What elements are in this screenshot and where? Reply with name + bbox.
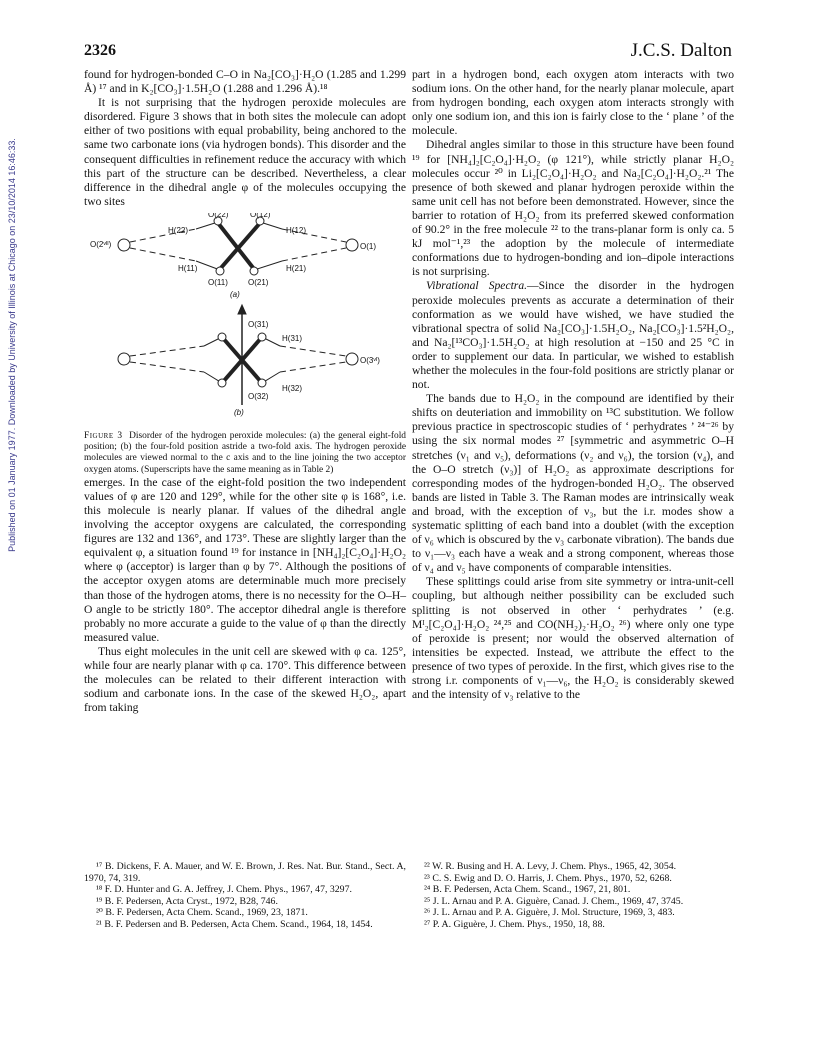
footnote: ¹⁸ F. D. Hunter and G. A. Jeffrey, J. Chem. Phys., 1967, 47, 3297.	[96, 884, 352, 896]
paragraph: part in a hydrogen bond, each oxygen atom interacts with two sodium ions. On the other hand, for the nearly planar molecule, apart from hydrogen bonding, each oxygen atom interacts strongly with only one sodium ion, and this ion is fairly close to the ‘ plane ’ of the molecule.	[412, 68, 734, 138]
download-notice[interactable]: Published on 01 January 1977. Downloaded by University of Illinois at Chicago on 23/10/2014 16:46:33.	[7, 138, 17, 552]
footnote: ²¹ B. F. Pedersen and B. Pedersen, Acta Chem. Scand., 1964, 18, 1454.	[96, 918, 373, 930]
panel-label: (a)	[230, 289, 240, 299]
figure-caption-text: Disorder of the hydrogen peroxide molecules: (a) the general eight-fold position; (b) the four-fold position astride a two-fold axis. The hydrogen peroxide molecules are viewed normal to the c axis and to the line joining the two acceptor oxygen atoms. (Superscripts have the same meaning as in Table 2)	[84, 430, 406, 475]
paragraph: These splittings could arise from site symmetry or intra-unit-cell coupling, but although neither possibility can be excluded such splitting is not observed in other ‘ perhydrates ’ (e.g. Mᴵ₂[C₂O₄]·H₂O₂ ²⁴,²⁵ and CO(NH₂)₂·H₂O₂ ²⁶) where only one type of peroxide is present; nor would the observed alternation of intensities be expected. Instead, we attribute the effect to the presence of two types of peroxide. In the first, which gives rise to the strong i.r. components of ν₁—ν₆, the H₂O₂ is considerably skewed and the intensity of ν₃ relative to the	[412, 575, 734, 702]
footnote: ²² W. R. Busing and H. A. Levy, J. Chem. Phys., 1965, 42, 3054.	[424, 861, 677, 872]
atom-label: H(11)	[178, 263, 198, 273]
atom-label: O(12)	[250, 212, 271, 219]
footnote: ²⁷ P. A. Giguère, J. Chem. Phys., 1950, 18, 88.	[424, 918, 605, 930]
left-column	[84, 68, 406, 715]
atom-label: O(21)	[248, 277, 269, 287]
footnote: ²⁴ B. F. Pedersen, Acta Chem. Scand., 1967, 21, 801.	[424, 884, 631, 896]
paragraph	[412, 279, 734, 392]
journal-title: J.C.S. Dalton	[630, 40, 732, 61]
footnotes-left	[84, 861, 406, 931]
footnote: ²³ C. S. Ewig and D. O. Harris, J. Chem. Phys., 1970, 52, 6268.	[424, 872, 672, 884]
atom-label: H(12)	[286, 225, 307, 235]
atom-label: O(32)	[248, 391, 269, 401]
atom-label: O(22)	[208, 212, 229, 219]
paragraph: Thus eight molecules in the unit cell are skewed with φ ca. 125°, while four are nearly planar with φ ca. 170°. This difference between the molecules can be related to their different interaction with sodium and carbonate ions. In the case of the skewed H₂O₂, apart from taking	[84, 644, 406, 715]
atom-label: O(1)	[360, 241, 376, 251]
atom-label: O(11)	[208, 277, 228, 287]
paragraph: emerges. In the case of the eight-fold position the two independent values of φ are 120 and 129°, while for the other site φ is 168°, i.e. this molecule is nearly planar. If values of the dihedral angle involving the acceptor oxygens are calculated, the corresponding figures are 132 and 136°, and 173°. These are slightly larger than the equivalent φ, a situation found ¹⁹ for instance in [NH₄]₂[C₂O₄]·H₂O₂ where φ (acceptor) is larger than φ by 7°. Although the positions of the acceptor oxygen atoms are determinable much more precisely than those of the hydrogen atoms, there is no necessity for the O–H–O angle to be strictly 180°. The acceptor dihedral angle is therefore probably no more accurate a guide to the value of φ than the directly measured value.	[84, 475, 406, 644]
figure-3	[84, 213, 406, 476]
paragraph: The bands due to H₂O₂ in the compound are identified by their shifts on deuteriation and immobility on ¹³C substitution. We follow previous practice in spectroscopic studies of ‘ perhydrates ’ ²⁴⁻²⁶ by using the six normal modes ²⁷ [symmetric and asymmetric O–H stretches (ν₁ and ν₅), deformations (ν₂ and ν₆), the torsion (ν₄), and the O–O stretch (ν₃)] of H₂O₂ as approximate descriptions for corresponding modes of the hydrogen-bonded H₂O₂. The observed bands are listed in Table 3. The Raman modes are intrinsically weak and broad, with the exception of ν₃, but the i.r. modes show a systematic splitting of each band into a doublet (with the exception of ν₆ which is obscured by the ν₃ carbonate vibration). The bands due to ν₁—ν₃ each have a weak and a strong component, whereas those of ν₄ and ν₅ have components of comparable intensities.	[412, 392, 734, 575]
section-heading: Vibrational Spectra.	[426, 279, 528, 293]
figure-caption	[84, 431, 406, 476]
atom-label: O(3ᵛᴵ)	[360, 355, 380, 365]
footnote: ¹⁹ B. F. Pedersen, Acta Cryst., 1972, B28, 746.	[96, 895, 278, 907]
paragraph: It is not surprising that the hydrogen peroxide molecules are disordered. Figure 3 shows that in both sites the molecule can adopt either of two positions with equal probability, being anchored to the same two carbonate ions (via hydrogen bonds). This disorder and the consequent difficulties in refinement reduce the accuracy with which this part of the structure can be described. Nevertheless, a clear difference in the dihedral angle φ of the molecules occupying the two sites	[84, 96, 406, 208]
figure-caption-label: Figure 3	[84, 430, 123, 441]
paragraph: Dihedral angles similar to those in this structure have been found ¹⁹ for [NH₄]₂[C₂O₄]·H₂O₂ (φ 121°), while strictly planar H₂O₂ molecules occur ²⁰ in Li₂[C₂O₄]·H₂O₂ and Na₂[C₂O₄]·H₂O₂.²¹ The presence of both skewed and planar hydrogen peroxide within the same unit cell has not before been demonstrated. However, since the barrier to rotation of H₂O₂ from its preferred skewed conformation of 90.2° in the free molecule ²² to the trans-planar form is only ca. 5 kJ mol⁻¹,²³ the adoption by the molecule of intermediate conformations due to hydrogen-bonding and ion–dipole interactions is not surprising.	[412, 138, 734, 279]
atom-label: H(21)	[286, 263, 307, 273]
paragraph: found for hydrogen-bonded C–O in Na₂[CO₃]·H₂O (1.285 and 1.299 Å) ¹⁷ and in K₂[CO₃]·1.5H₂O (1.288 and 1.296 Å).¹⁸	[84, 68, 406, 96]
atom-label: H(31)	[282, 333, 303, 343]
footnotes-right	[412, 861, 734, 931]
figure-3-diagram	[84, 213, 406, 431]
paragraph-text: —Since the disorder in the hydrogen peroxide molecules prevents as accurate a determination of their conformation as we would have wished, we have studied the vibrational spectra of solid Na₂[CO₃]·1.5H₂O₂, Na₂[CO₃]·1.5²H₂O₂, and Na₂[¹³CO₃]·1.5H₂O₂ at high resolution at −150 and 25 °C in order to supplement our data. In particular, we wished to establish whether the molecules in the four-fold positions are strictly planar or not.	[412, 279, 734, 392]
atom-label: O(2ᵛᴵᴵ)	[90, 239, 112, 249]
page-number: 2326	[84, 42, 116, 59]
atom-label: O(31)	[248, 319, 269, 329]
footnote: ²⁵ J. L. Arnau and P. A. Giguère, Canad. J. Chem., 1969, 47, 3745.	[424, 895, 684, 907]
footnote: ²⁶ J. L. Arnau and P. A. Giguère, J. Mol. Structure, 1969, 3, 483.	[424, 907, 675, 919]
footnote: ¹⁷ B. Dickens, F. A. Mauer, and W. E. Brown, J. Res. Nat. Bur. Stand., Sect. A, 1970, 74, 319.	[84, 861, 406, 884]
panel-label: (b)	[234, 407, 244, 417]
footnote: ²⁰ B. F. Pedersen, Acta Chem. Scand., 1969, 23, 1871.	[96, 907, 308, 919]
atom-label: H(22)	[168, 225, 189, 235]
right-column	[412, 68, 734, 702]
atom-label: H(32)	[282, 383, 303, 393]
